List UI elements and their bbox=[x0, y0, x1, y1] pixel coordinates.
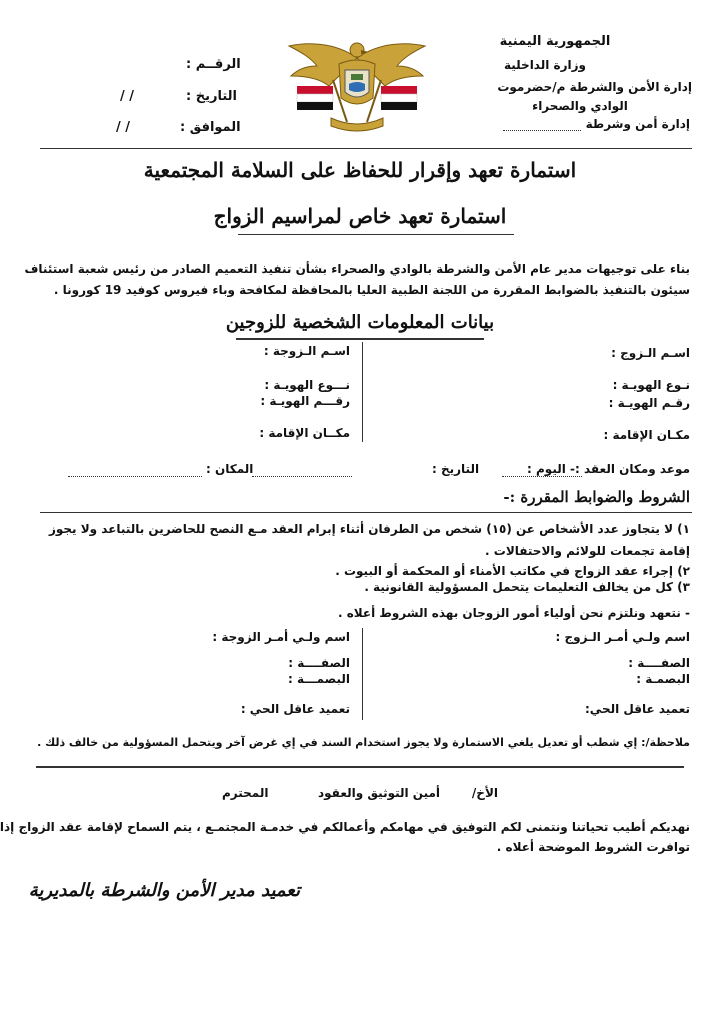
director-signature-text: تعميد مدير الأمن والشرطة بالمديرية bbox=[28, 880, 300, 901]
bride-name-label: اسـم الـزوجة : bbox=[263, 344, 350, 358]
closing-line-1: نهديكم أطيب تحياتنا ونتمنى لكم التوفيق في مهامكم وأعمالكم في خدمـة المجتمـع ، يتم السماح لإقامة عقد الزواج إذا bbox=[0, 820, 690, 834]
contract-date-blank bbox=[252, 462, 352, 477]
contract-date-label: التاريخ : bbox=[432, 462, 480, 476]
groom-residence-label: مكـان الإقامة : bbox=[603, 428, 690, 442]
condition-1-line-2: إقامة تجمعات للولائم والاحتفالات . bbox=[485, 544, 690, 558]
republic-name: الجمهورية اليمنية bbox=[499, 34, 611, 49]
guardians-pledge: - نتعهد ونلتزم نحن أولياء أمور الزوجان بهذه الشروط أعلاه . bbox=[337, 606, 690, 620]
groom-id-number-label: رقـم الهويـة : bbox=[608, 396, 690, 410]
contract-day-label: موعد ومكان العقد :- اليوم : bbox=[527, 462, 690, 476]
security-admin-blank bbox=[503, 130, 581, 131]
form-title: استمارة تعهد وإقرار للحفاظ على السلامة المجتمعية bbox=[143, 158, 577, 182]
header-right bbox=[460, 34, 650, 49]
conditions-title: الشروط والضوابط المقررة :- bbox=[503, 488, 690, 506]
bride-fingerprint-label: البصمـــة : bbox=[288, 672, 350, 686]
date-label: التاريخ : bbox=[186, 89, 237, 104]
date-slashes: / / bbox=[120, 89, 135, 104]
ministry-wrap bbox=[460, 58, 630, 72]
groom-id-type-label: نـوع الهويـة : bbox=[612, 378, 690, 392]
valley-desert: الوادي والصحراء bbox=[532, 99, 628, 113]
bride-capacity-label: الصفــــة : bbox=[288, 656, 350, 670]
contract-place-blank bbox=[68, 462, 202, 477]
personal-column-divider bbox=[362, 342, 363, 442]
address-respected: المحترم bbox=[222, 786, 269, 800]
condition-1-line-1: ١) لا يتجاوز عدد الأشخاص عن (١٥) شخص من الطرفان أثناء إبرام العقد مـع النصح للحاضرين بالتباعد ولا يجوز bbox=[48, 522, 690, 536]
personal-section-title: بيانات المعلومات الشخصية للزوجين bbox=[225, 312, 495, 333]
security-admin-label: إدارة أمن وشرطة bbox=[585, 117, 690, 131]
bride-guardian-label: اسم ولـي أمـر الزوجة : bbox=[212, 630, 350, 644]
groom-capacity-label: الصفــــة : bbox=[628, 656, 690, 670]
reference-number-label: الرقــم : bbox=[186, 57, 241, 72]
hijri-date-slashes: / / bbox=[116, 120, 131, 135]
yemen-emblem-icon bbox=[283, 36, 431, 136]
subtitle-underline bbox=[238, 234, 514, 235]
conditions-divider bbox=[40, 512, 692, 513]
address-recipient: أمين التوثيق والعقود bbox=[318, 786, 441, 800]
guardians-column-divider bbox=[362, 628, 363, 720]
condition-3: ٣) كل من يخالف التعليمات يتحمل المسؤولية القانونية . bbox=[364, 580, 690, 594]
bride-id-number-label: رقـــم الهويـة : bbox=[260, 394, 350, 408]
bride-aqil-label: تعميد عاقل الحي : bbox=[240, 702, 350, 716]
closing-line-2: توافرت الشروط الموضحة أعلاه . bbox=[496, 840, 690, 854]
intro-line-1: بناء على توجيهات مدير عام الأمن والشرطة بالوادي والصحراء بشأن تنفيذ التعميم الصادر من رئيس شعبة استئناف bbox=[24, 262, 690, 276]
contract-day-blank bbox=[502, 462, 582, 477]
groom-guardian-label: اسم ولـي أمـر الـزوج : bbox=[555, 630, 690, 644]
header-divider bbox=[40, 148, 692, 149]
hijri-date-label: الموافق : bbox=[180, 120, 241, 135]
condition-2: ٢) إجراء عقد الزواج في مكاتب الأمناء أو المحكمة أو البيوت . bbox=[335, 564, 690, 578]
valley-wrap bbox=[490, 99, 670, 113]
form-subtitle: استمارة تعهد خاص لمراسيم الزواج bbox=[213, 204, 507, 228]
groom-aqil-label: تعميد عاقل الحي: bbox=[585, 702, 690, 716]
note-divider bbox=[36, 766, 684, 768]
bride-residence-label: مكــان الإقامة : bbox=[259, 426, 350, 440]
personal-title-underline bbox=[236, 338, 484, 340]
admin-hadramout: إدارة الأمن والشرطة م/حضرموت bbox=[497, 80, 692, 94]
bride-id-type-label: نـــوع الهويـة : bbox=[264, 378, 350, 392]
groom-name-label: اسـم الـزوج : bbox=[611, 346, 690, 360]
intro-line-2: سيئون بالتنفيذ بالضوابط المقررة من اللجنة الطبية العليا بالمحافظة لمكافحة وباء فيروس كوفيد 19 كورونا . bbox=[53, 283, 690, 297]
address-brother: الأخ/ bbox=[471, 786, 498, 800]
note-text: ملاحظة/: إي شطب أو تعديل يلغي الاستمارة ولا يجوز استخدام السند في إي غرض آخر ويتحمل المسؤولية من خالف ذلك . bbox=[37, 736, 690, 749]
security-admin bbox=[503, 117, 690, 131]
contract-place-label: المكان : bbox=[206, 462, 254, 476]
ministry-name: وزارة الداخلية bbox=[503, 58, 587, 72]
groom-fingerprint-label: البصمـة : bbox=[636, 672, 690, 686]
